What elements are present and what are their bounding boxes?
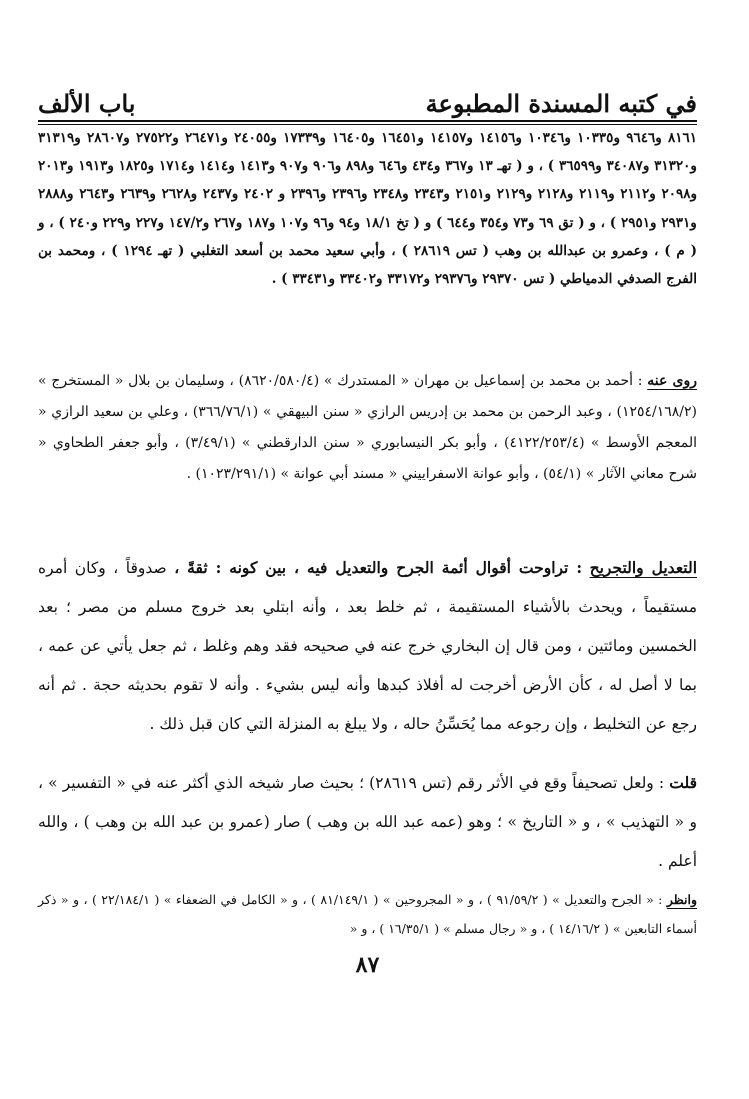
references-paragraph [38,124,697,293]
note-paragraph [38,763,697,881]
evaluation-label: التعديل والتجريح [589,558,698,577]
narrators-body: : أحمد بن محمد بن إسماعيل بن مهران « المستدرك » (٨٦٢٠/٥٨٠/٤) ، وسليمان بن بلال « المستخرج » (١٢٥٤/١٦٨/٢) ، وعبد الرحمن بن محمد بن إدريس الرازي « سنن البيهقي » (٣٦٦/٧٦/١) ، وعلي بن سعيد الرازي « المعجم الأوسط » (٤١٢٢/٢٥٣/٤) ، وأبو بكر النيسابوري « سنن الدارقطني » (٣/٤٩/١) ، وأبو جعفر الطحاوي « شرح معاني الآثار » (٥٤/١) ، وأبو عوانة الاسفراييني « مسند أبي عوانة » (١٠٢٣/٢٩١/١) . [38,373,697,482]
narrators-paragraph [38,366,697,490]
evaluation-paragraph [38,548,697,744]
note-body: : ولعل تصحيفاً وقع في الأثر رقم (تس ٢٨٦١٩) ؛ بحيث صار شيخه الذي أكثر عنه في « التفسير » ، و « التهذيب » ، و « التاريخ » ؛ وهو (عمه عبد الله بن وهب ) صار (عمرو بن عبد الله بن وهب ) ، والله أعلم . [38,774,697,870]
book-title: في كتبه المسندة المطبوعة [425,89,697,118]
references-text: ٨١٦١ و٩٦٤٦ و١٠٣٣٥ و١٠٣٤٦ و١٤١٥٦ و١٤١٥٧ و١٦٤٥١ و١٦٤٠٥ و١٧٣٣٩ و٢٤٠٥٥ و٢٦٤٧١ و٢٧٥٢٢ و٢٨٦٠٧ و٣١٣١٩ و٣١٣٢٠ و٣٤٠٨٧ و٣٦٥٩٩ ) ، و ( تهـ ١٣ و٣٦٧ و٤٣٤ و٦٤٦ و٨٩٨ و٩٠٦ و٩٠٧ و١٤١٣ و١٤١٤ و١٧١٤ و١٨٢٥ و١٩١٣ و٢٠١٣ و٢٠٩٨ و٢١١٢ و٢١١٩ و٢١٢٨ و٢١٢٩ و٢١٥١ و٢٣٤٣ و٢٣٤٨ و٢٣٩٦ و٢٣٩٦ و ٢٤٠٢ و٢٤٣٧ و٢٦٢٨ و٢٦٣٩ و٢٦٤٣ و٢٨٨٨ و٢٩٣١ و٢٩٥١ ) ، و ( تق ٦٩ و٧٣ و٣٥٤ و٦٤٤ ) و ( تخ ١٨/١ و٩٤ و٩٦ و١٠٧ و١٨٧ و٢٦٧ و١٤٧/٢ و٢٢٧ و٢٢٩ و٢٤٠ ) ، و ( م ) ، وعمرو بن عبدالله بن وهب ( تس ٢٨٦١٩ ) ، وأبي سعيد محمد بن أسعد التغلبي ( تهـ ١٢٩٤ ) ، ومحمد بن الفرج الصدفي الدمياطي ( تس ٢٩٣٧٠ و٢٩٣٧٦ و٣٣١٧٢ و٣٣٤٠٢ و٣٣٤٣١ ) . [38,130,697,288]
evaluation-body: صدوقاً ، وكان أمره مستقيماً ، ويحدث بالأشياء المستقيمة ، ثم خلط بعد ، وأنه ابتلي بعد خروج مسلم من مصر ؛ بعد الخمسين ومائتين ، ومن قال إن البخاري خرج عنه في صحيحه فقد وهم وغلط ، ثم جعل يأتي عن عمه ، بما لا أصل له ، كأن الأرض أخرجت له أفلاذ كبدها وأنه ليس بشيء . وأنه لا تقوم بحديثه حجة . ثم أنه رجع عن التخليط ، وإن رجوعه مما يُحَسِّنُ حاله ، ولا يبلغ به المنزلة التي كان قبل ذلك . [38,559,697,733]
narrators-label: روى عنه [647,373,698,389]
see-also-text [38,885,697,943]
see-also-paragraph [38,885,697,943]
note-text [38,763,697,881]
see-also-label: وانظر [666,892,697,907]
narrators-text [38,366,697,490]
evaluation-text [38,548,697,744]
chapter-title: باب الألف [38,89,136,118]
page-number: ٨٧ [355,952,380,978]
book-page [38,0,697,1099]
evaluation-heading: : تراوحت أقوال أئمة الجرح والتعديل فيه ، بين كونه : ثقةً ، [174,558,583,577]
running-header [38,72,697,118]
see-also-body: : « الجرح والتعديل » ( ٩١/٥٩/٢ ) ، و « المجروحين » ( ٨١/١٤٩/١ ) ، و « الكامل في الضعفاء » ( ٢٢/١٨٤/١ ) ، و « ذكر أسماء التابعين » ( ١٤/١٦/٢ ) ، و « رجال مسلم » ( ١٦/٣٥/١ ) ، و « [38,892,697,936]
note-label: قلت [669,773,697,792]
